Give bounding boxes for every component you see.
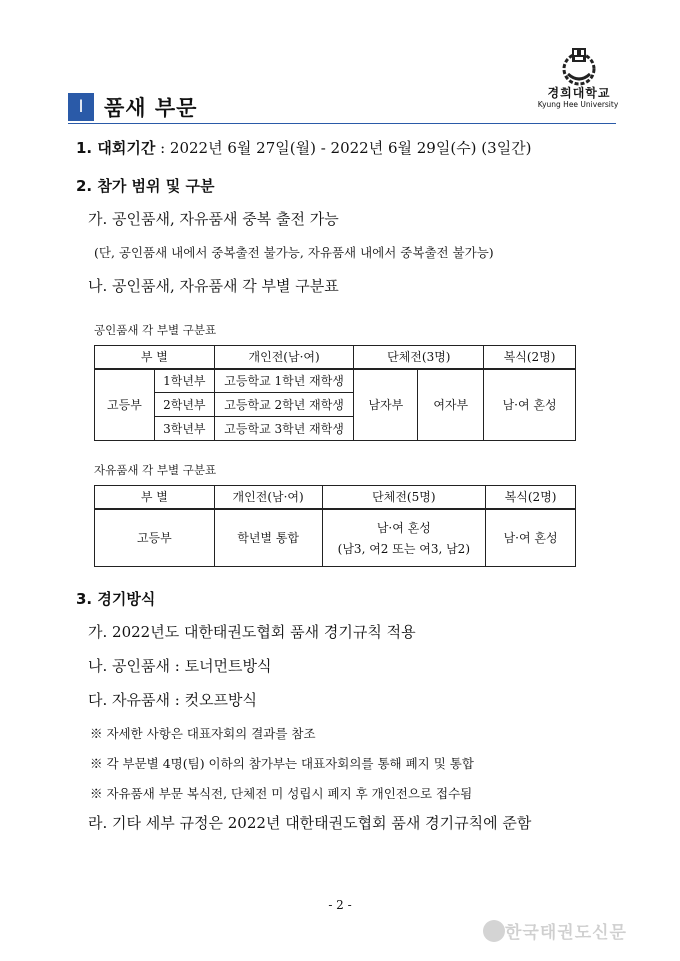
- method-na: 나. 공인품새 : 토너먼트방식: [88, 657, 272, 675]
- table2-team-line1: 남·여 혼성: [376, 520, 431, 535]
- table2-header-division: 부 별: [95, 486, 215, 509]
- scope-na: 나. 공인품새, 자유품새 각 부별 구분표: [88, 277, 339, 295]
- official-poomsae-table: [94, 345, 576, 441]
- scope-note: (단, 공인품새 내에서 중복출전 불가능, 자유품새 내에서 중복출전 불가능): [94, 245, 494, 260]
- section-title: 품새 부문: [104, 96, 198, 120]
- table1-grade: 2학년부: [154, 393, 214, 417]
- logo-subtitle: Kyung Hee University: [537, 100, 619, 109]
- table-row: [95, 509, 576, 567]
- freestyle-poomsae-table: [94, 485, 576, 567]
- table1-grade: 3학년부: [154, 417, 214, 441]
- table1-header-division: 부 별: [95, 346, 215, 369]
- period-label: 1. 대회기간: [76, 139, 156, 157]
- table2-header-team: 단체전(5명): [322, 486, 486, 509]
- table2-team: [322, 509, 486, 567]
- table2-individual: 학년별 통합: [214, 509, 322, 567]
- table2-pair: 남·여 혼성: [486, 509, 576, 567]
- table2-header-individual: 개인전(남·여): [214, 486, 322, 509]
- university-seal-icon: [558, 44, 600, 86]
- period-line: [76, 137, 532, 158]
- scope-heading: 2. 참가 범위 및 구분: [76, 177, 215, 195]
- table1-header-team: 단체전(3명): [354, 346, 484, 369]
- table1-desc: 고등학교 1학년 재학생: [214, 369, 354, 393]
- period-text: : 2022년 6월 27일(월) - 2022년 6월 29일(수) (3일간): [155, 139, 532, 157]
- watermark-icon: [483, 920, 505, 942]
- method-note: ※ 자유품새 부문 복식전, 단체전 미 성립시 폐지 후 개인전으로 접수됨: [90, 786, 473, 801]
- method-ra: 라. 기타 세부 규정은 2022년 대한태권도협회 품새 경기규칙에 준함: [88, 814, 532, 832]
- header-divider: [68, 123, 616, 124]
- table1-caption: 공인품새 각 부별 구분표: [94, 323, 217, 337]
- table2-header-pair: 복식(2명): [486, 486, 576, 509]
- table-row: [95, 369, 576, 393]
- table2-caption: 자유품새 각 부별 구분표: [94, 463, 217, 477]
- table1-header-individual: 개인전(남·여): [214, 346, 354, 369]
- table1-division: 고등부: [95, 369, 155, 441]
- table1-desc: 고등학교 3학년 재학생: [214, 417, 354, 441]
- method-ga: 가. 2022년도 대한태권도협회 품새 경기규칙 적용: [88, 623, 416, 641]
- method-da: 다. 자유품새 : 컷오프방식: [88, 691, 258, 709]
- watermark-text: 한국태권도신문: [505, 923, 627, 943]
- section-number-badge: I: [68, 93, 94, 121]
- table1-team-male: 남자부: [354, 369, 418, 441]
- table1-team-female: 여자부: [418, 369, 484, 441]
- page-number: - 2 -: [328, 898, 352, 912]
- scope-ga: 가. 공인품새, 자유품새 중복 출전 가능: [88, 210, 339, 228]
- method-note: ※ 각 부문별 4명(팀) 이하의 참가부는 대표자회의를 통해 폐지 및 통합: [90, 756, 474, 771]
- method-note: ※ 자세한 사항은 대표자회의 결과를 참조: [90, 726, 316, 741]
- table1-grade: 1학년부: [154, 369, 214, 393]
- table1-desc: 고등학교 2학년 재학생: [214, 393, 354, 417]
- table1-pair: 남·여 혼성: [484, 369, 576, 441]
- method-heading: 3. 경기방식: [76, 590, 156, 608]
- logo-name: 경희대학교: [547, 86, 611, 100]
- table1-header-pair: 복식(2명): [484, 346, 576, 369]
- table2-division: 고등부: [95, 509, 215, 567]
- table2-team-line2: (남3, 여2 또는 여3, 남2): [337, 541, 470, 556]
